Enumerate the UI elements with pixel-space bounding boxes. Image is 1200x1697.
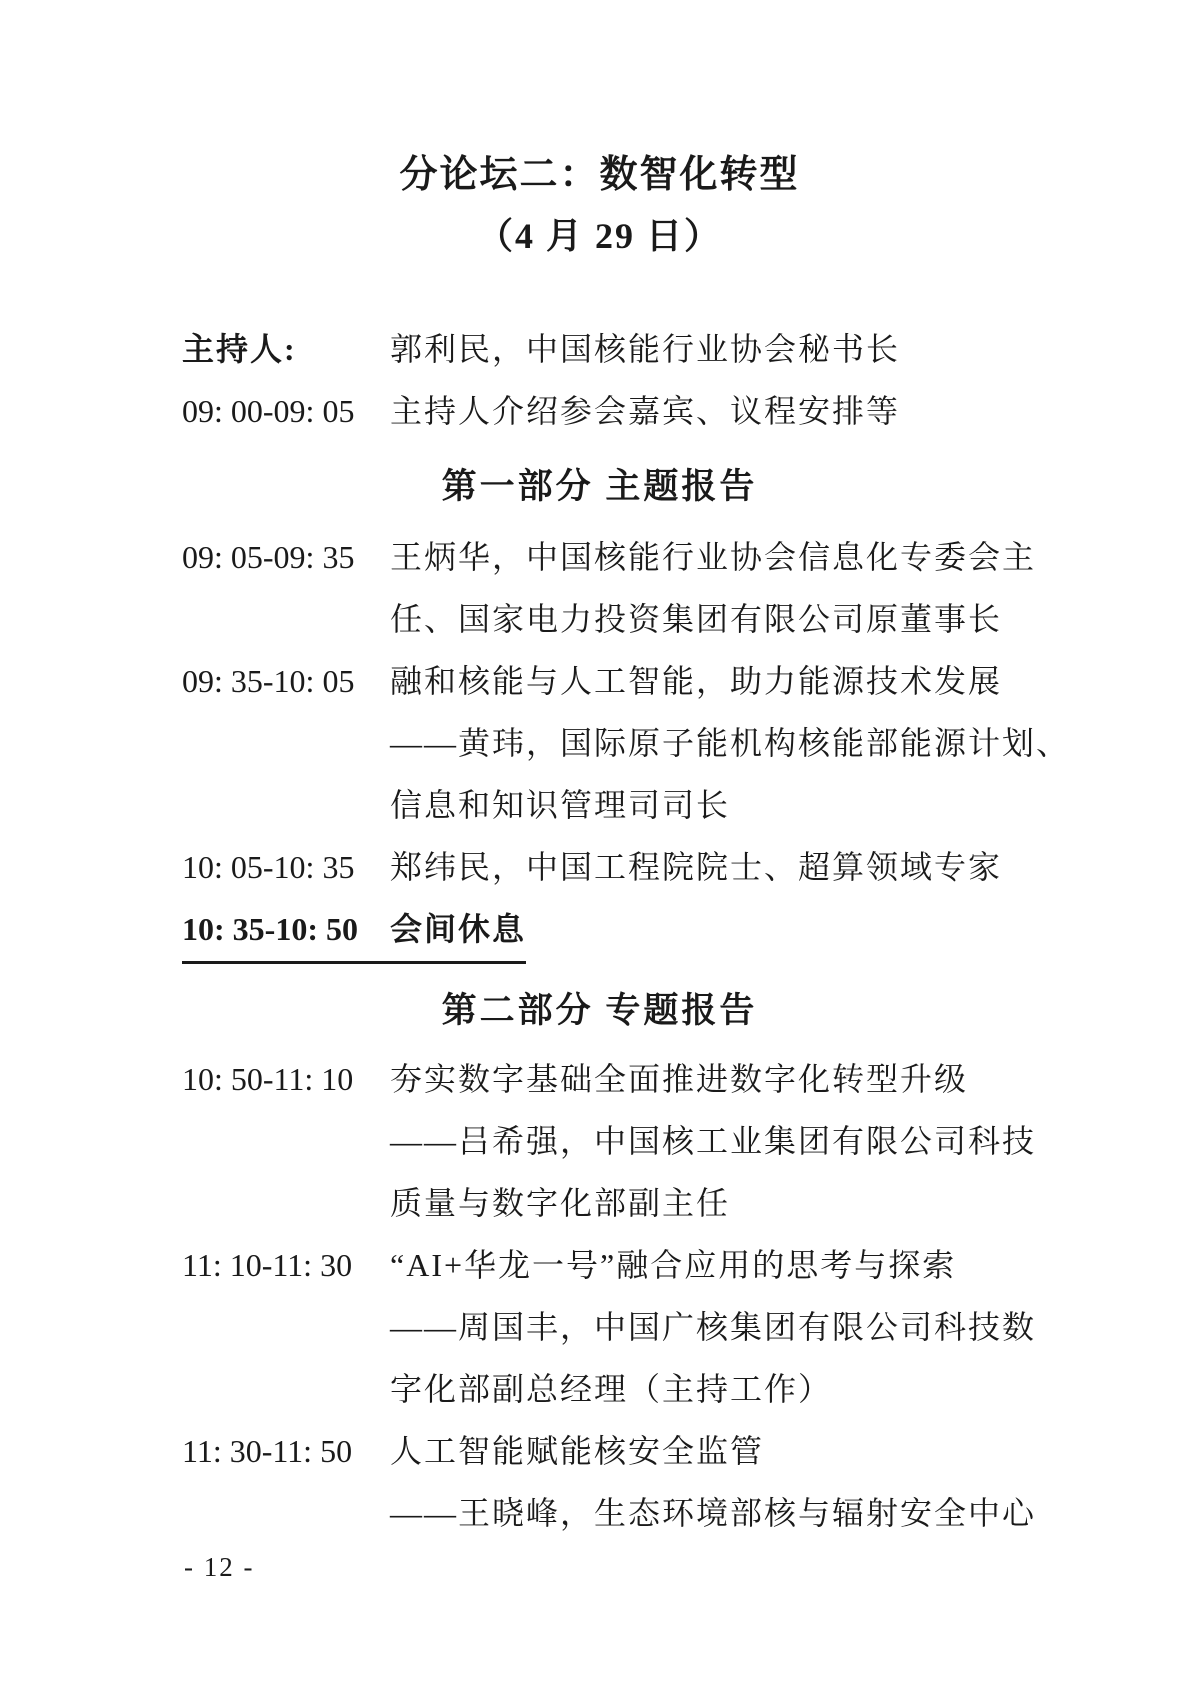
- agenda-line: ——王晓峰，生态环境部核与辐射安全中心: [390, 1495, 1037, 1531]
- agenda-row: [182, 1234, 1037, 1420]
- agenda-line: 人工智能赋能核安全监管: [390, 1433, 765, 1469]
- agenda-content: [390, 1048, 1037, 1234]
- agenda-line: 主持人介绍参会嘉宾、议程安排等: [390, 393, 901, 429]
- agenda-line: 字化部副总经理（主持工作）: [390, 1371, 833, 1407]
- agenda-line: 质量与数字化部副主任: [390, 1185, 731, 1221]
- host-row: [182, 318, 1017, 380]
- agenda-time: 11: 30-11: 50: [182, 1433, 353, 1469]
- agenda-row-intro: [182, 380, 1017, 442]
- agenda-content: [390, 380, 900, 442]
- agenda-content: [390, 836, 1002, 898]
- agenda-content: [390, 1234, 1037, 1420]
- agenda-row: [182, 836, 1017, 898]
- agenda-content: [390, 526, 1037, 650]
- agenda-line: “AI+华龙一号”融合应用的思考与探索: [390, 1247, 957, 1283]
- page-title: 分论坛二：数智化转型: [399, 154, 800, 196]
- agenda-line: ——黄玮，国际原子能机构核能部能源计划、: [390, 725, 1071, 761]
- agenda-row-break: [182, 898, 1017, 964]
- agenda-time: 09: 35-10: 05: [182, 663, 355, 699]
- agenda-row: [182, 650, 1071, 836]
- page-number: - 12 -: [184, 1552, 255, 1582]
- agenda-line: 信息和知识管理司司长: [390, 787, 731, 823]
- host-name: 郭利民，中国核能行业协会秘书长: [390, 331, 901, 367]
- document-body: [182, 145, 1071, 1544]
- agenda-time: 09: 05-09: 35: [182, 539, 355, 575]
- agenda-row: [182, 1420, 1037, 1544]
- host-label: 主持人:: [182, 331, 297, 367]
- agenda-line: 王炳华，中国核能行业协会信息化专委会主: [390, 539, 1037, 575]
- agenda-time: 09: 00-09: 05: [182, 393, 355, 429]
- agenda-time: 10: 35-10: 50: [182, 911, 358, 947]
- agenda-time: 11: 10-11: 30: [182, 1247, 353, 1283]
- agenda-time: 10: 05-10: 35: [182, 849, 355, 885]
- agenda-row: [182, 526, 1037, 650]
- agenda-content: [390, 1420, 1037, 1544]
- page-subtitle-date: （4 月 29 日）: [476, 216, 722, 256]
- agenda-content: [390, 650, 1071, 836]
- agenda-time: 10: 50-11: 10: [182, 1061, 354, 1097]
- agenda-line: 会间休息: [390, 911, 527, 947]
- agenda-line: ——吕希强，中国核工业集团有限公司科技: [390, 1123, 1037, 1159]
- agenda-line: 任、国家电力投资集团有限公司原董事长: [390, 601, 1003, 637]
- agenda-line: 郑纬民，中国工程院院士、超算领域专家: [390, 849, 1003, 885]
- agenda-line: 夯实数字基础全面推进数字化转型升级: [390, 1061, 969, 1097]
- section-heading-2: 第二部分 专题报告: [441, 991, 758, 1030]
- section-heading-1: 第一部分 主题报告: [441, 467, 758, 506]
- agenda-row: [182, 1048, 1037, 1234]
- agenda-line: ——周国丰，中国广核集团有限公司科技数: [390, 1309, 1037, 1345]
- agenda-line: 融和核能与人工智能，助力能源技术发展: [390, 663, 1003, 699]
- break-underline: [182, 898, 526, 964]
